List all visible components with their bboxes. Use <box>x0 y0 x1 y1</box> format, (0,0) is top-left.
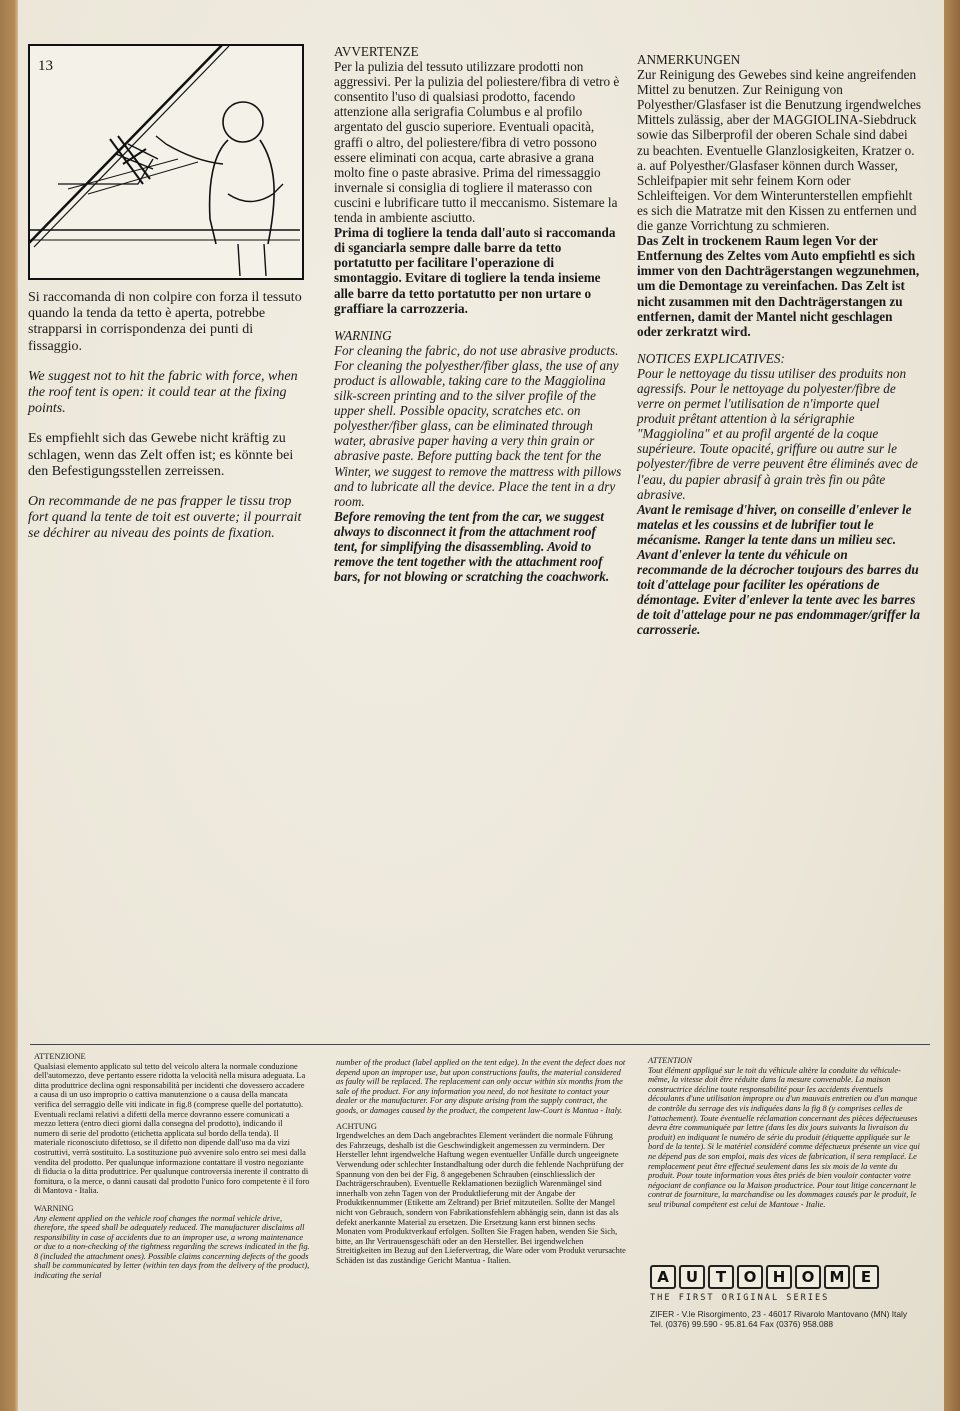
anmerkungen-title: ANMERKUNGEN <box>637 52 741 67</box>
anmerkungen-body: Zur Reinigung des Gewebes sind keine angreifenden Mittel zu benutzen. Zur Reinigung von Polyesther/Glasfaser ist die Benutzung irgendwelches Mittels zulässig, aber der MAGGIOLINA-Siebdruck sowie das Silberprofil der oberen Schale sind dabei zu beachten. Eventuelle Glanzlosigkeiten, Kratzer o. a. auf Polyesther/Glasfaser können durch Wasser, Schleifpapier mit sehr feinem Korn oder Schleifteigen. Vor dem Winterunterstellen empfiehlt es sich die Matratze mit den Kissen zu entfernen und die ganze Vorrichtung zu schmieren. <box>637 67 921 234</box>
left-french-note: On recommande de ne pas frapper le tissu trop fort quand la tente de toit est ouverte; il pourrait se déchirer au niveau des points de fixation. <box>28 494 302 542</box>
right-column <box>637 52 921 638</box>
figure-number: 13 <box>38 58 53 74</box>
footer-column-2 <box>336 1058 626 1265</box>
left-column <box>28 290 310 543</box>
logo-letter: T <box>708 1265 734 1289</box>
left-italian-note: Si raccomanda di non colpire con forza il tessuto quando la tenda da tetto è aperta, potrebbe strapparsi in corrispondenza dei punti di fissaggio. <box>28 290 302 354</box>
warning-bold: Before removing the tent from the car, we suggest always to disconnect it from the attachment roof tent, for simplifying the disassembling. Avoid to remove the tent together with the attachment roof bars, for not blowing or scratching the coachwork. <box>334 508 610 585</box>
logo-letter: U <box>679 1265 705 1289</box>
notices-bold: Avant le remisage d'hiver, on conseille d'enlever le matelas et les coussins et de lubrifier tout le mécanisme. Ranger la tente dans un milieu sec. Avant d'enlever la tente du véhicule on recommande de la décrocher toujours des barres du toit d'attelage pour faciliter les opérations de démontage. Eviter d'enlever la tente avec les barres de toit d'attelage pour ne pas endommager/griffer la carrosserie. <box>637 501 920 638</box>
logo-letter: M <box>824 1265 850 1289</box>
left-german-note: Es empfiehlt sich das Gewebe nicht kräftig zu schlagen, wenn das Zelt offen ist; es könnte bei den Befestigungsstellen zerreissen. <box>28 431 294 479</box>
logo-letter: O <box>737 1265 763 1289</box>
footer-warning-title: WARNING <box>34 1203 74 1213</box>
footer-warning-body: Any element applied on the vehicle roof changes the normal vehicle drive, therefore, the speed shall be adequately reduced. The manufacturer disclaims all responsibility in case of accidents due to an improper use, a wrong maintenance or due to a non-checking of the tightness regarding the screws indicated in the fig. 8 (included the attachment ones). Possible claims concerning defects of the goods shall be communicated by letter (within ten days from the delivery of the product), indicating the serial <box>34 1213 310 1281</box>
company-address <box>650 1309 907 1329</box>
notices-body: Pour le nettoyage du tissu utiliser des produits non agressifs. Pour le nettoyage du polyester/fibre de verre on permet l'utilisation de n'importe quel produit prêtant attention à la sérigraphie "Maggiolina" et au profil argenté de la coque supérieure. Toute opacité, griffure ou autre sur le polyester/fibre de verre peuvent être éliminés avec de l'eau, du papier abrasif à grain très fin ou pâte abrasive. <box>637 365 918 502</box>
figure-13-illustration <box>28 44 304 280</box>
attenzione-title: ATTENZIONE <box>34 1052 86 1061</box>
autohome-logo <box>650 1265 907 1289</box>
footer-warning-continued: number of the product (label applied on the tent edge). In the event the defect does not depend upon an improper use, but upon constructions faults, the material considered as faulty will be replaced. The replacement can only occur within six months from the sale of the product. For any information you need, do not hesitate to contact your dealer or the manufacturer. For any dispute arising from the supply contract, the goods, or damages caused by the product, the competent law-Court is Mantua - Italy. <box>336 1058 626 1115</box>
warning-title: WARNING <box>334 327 392 343</box>
footer-column-3 <box>648 1056 920 1210</box>
attenzione-body: Qualsiasi elemento applicato sul tetto del veicolo altera la normale conduzione dell'automezzo, deve pertanto essere ridotta la velocità nella misura adeguata. La ditta produttrice declina ogni responsabilità per incidenti che dovessero accadere a causa di un uso improprio o cattiva manutenzione o a causa della mancata verifica del serraggio delle viti indicate in fig.8 (comprese quelle del portatutto). Eventuali reclami relativi a difetti della merce dovranno essere comunicati a mezzo lettera (entro dieci giorni dalla consegna del prodotto), indicando il numero di serie del prodotto (etichetta applicata sul bordo della tenda). Il materiale riconosciuto difettoso, se il difetto non dipende dall'uso ma da vizi costruttivi, verrà sostituito. La sostituzione può avvenire solo entro sei mesi dalla vendita del prodotto. Per qualunque informazione contattare il vostro negoziante di fiducia o la ditta produttrice. Per qualunque controversia inerente il contratto di fornitura, o la merce, o danni causati dal prodotto l'unico foro competente è il foro di Mantova - Italia. <box>34 1061 310 1196</box>
autohome-logo-block <box>650 1265 907 1329</box>
avvertenze-title: AVVERTENZE <box>334 44 419 59</box>
address-line-2: Tel. (0376) 99.590 - 95.81.64 Fax (0376) 958.088 <box>650 1319 833 1329</box>
logo-tagline: THE FIRST ORIGINAL SERIES <box>650 1293 830 1303</box>
logo-letter: H <box>766 1265 792 1289</box>
footer-attention-title: ATTENTION <box>648 1056 692 1065</box>
warning-body: For cleaning the fabric, do not use abrasive products. For cleaning the polyesther/fiber glass, the use of any product is allowable, taking care to the Maggiolina silk-screen printing and to the silver profile of the upper shell. Possible opacity, scratches etc. on polyesther/fiber glass, can be eliminated through water, abrasive paper having a very thin grain or abrasive paste. Before putting back the tent for the Winter, we suggest to remove the mattress with pillows and to lubricate all the device. Place the tent in a dry room. <box>334 342 622 509</box>
avvertenze-body: Per la pulizia del tessuto utilizzare prodotti non aggressivi. Per la pulizia del poliestere/fibra di vetro è consentito l'uso di qualsiasi prodotto, facendo attenzione alla serigrafia Columbus e al profilo argentato del guscio superiore. Eventuali opacità, graffi o altro, del poliestere/fibra di vetro possono essere eliminati con acqua, carte abrasive a grana molto fine o paste abrasive. Prima del rimessaggio invernale si consiglia di togliere il materasso con cuscini e lubrificare tutto il meccanismo. Sistemare la tenda in ambiente asciutto. <box>334 59 620 226</box>
logo-letter: O <box>795 1265 821 1289</box>
achtung-body: Irgendwelches an dem Dach angebrachtes Element verändert die normale Führung des Fahrzeugs, deshalb ist die Geschwindigkeit angemessen zu vermindern. Der Hersteller lehnt irgendwelche Haftung wegen eventueller Unfälle durch ungeeignete Verwendung oder schlechter Instandhaltung oder durch die fehlende Nachprüfung der Spannung von den bei der Fig. 8 angegebenen Schrauben (einschliesslich der Dachträgerschrauben). Eventuelle Reklamationen bezüglich Warenmängel sind innerhalb von zehn Tagen von der Produktlieferung mit der Angabe der Produktkennummer (Etikette am Zeltrand) per Brief mitzuteilen. Sollte der Mangel nicht von Gebrauch, sondern von Fabrikationsfehlern abhängig sein, dann ist das als defekt anerkannte Material zu ersetzen. Die Ersetzung kann erst binnen sechs Monaten vom Produktverkauf erfolgen. Sollten Sie Fragen haben, wenden Sie Sich, bitte, an Ihr Vertrauensgeschäft oder an den Hersteller. Bei irgendwelchen Streitigkeiten im Bezug auf den Liefervertrag, die Ware oder vom Produkt verursachte Schäden ist das zuständige Gericht Mantua - Italien. <box>336 1131 626 1265</box>
footer-column-1 <box>34 1052 310 1281</box>
achtung-title: ACHTUNG <box>336 1121 377 1131</box>
footer-attention-body: Tout élément appliqué sur le toit du véhicule altère la conduite du véhicule-même, la vitesse doit être réduite dans la mesure convenable. La maison constructrice décline toute responsabilité pour les accidents éventuels découlants d'une utilisation impropre ou d'un mauvais entretien ou d'un manque de contrôle du serrage des vis indiquées dans la fig 8 (y comprises celles de l'attachement). Toute éventuelle réclamation concernant des pièces défectueuses devra être communiquée par lettre (dans les dix jours suivants la livraison du produit) en indiquant le numéro de série du produit (étiquette appliquée sur le bord de la tente). Si le matériel considéré comme défectueux présente un vice qui ne dépend pas de son emploi, mais des vices de fabrication, il sera remplacé. Le remplacement peut être effectué seulement dans les six mois de la vente du produit. Pour toute information vous êtes priés de bien vouloir contacter votre négociant de confiance ou la Maison productrice. Pour tout litige concernant le contrat de fourniture, la marchandise ou les dommages causés par le produit, le seul tribunal compétent est celui de Mantoue - Italie. <box>648 1065 920 1209</box>
avvertenze-bold: Prima di togliere la tenda dall'auto si raccomanda di sganciarla sempre dalle barre da tetto portatutto per facilitare l'operazione di smontaggio. Evitare di togliere la tenda insieme alle barre da tetto portatutto per non urtare o graffiare la carrozzeria. <box>334 225 616 316</box>
address-line-1: ZIFER - V.le Risorgimento, 23 - 46017 Rivarolo Mantovano (MN) Italy <box>650 1309 908 1319</box>
logo-letter: A <box>650 1265 676 1289</box>
tent-strap-drawing <box>28 44 304 280</box>
logo-letter: E <box>853 1265 879 1289</box>
notices-title: NOTICES EXPLICATIVES: <box>637 350 785 366</box>
anmerkungen-bold: Das Zelt in trockenem Raum legen Vor der Entfernung des Zeltes vom Auto empfiehtl es sich immer von den Dachträgerstangen wegzunehmen, um die Demontage zu vereinfachen. Das Zelt ist nicht zusammen mit den Dachträgerstangen zu entfernen, damit der Mantel nicht geschlagen oder zerkratzt wird. <box>637 233 920 339</box>
left-english-note: We suggest not to hit the fabric with force, when the roof tent is open: it could tear at the fixing points. <box>28 368 298 417</box>
middle-column <box>334 44 622 584</box>
footer-divider <box>30 1044 930 1045</box>
